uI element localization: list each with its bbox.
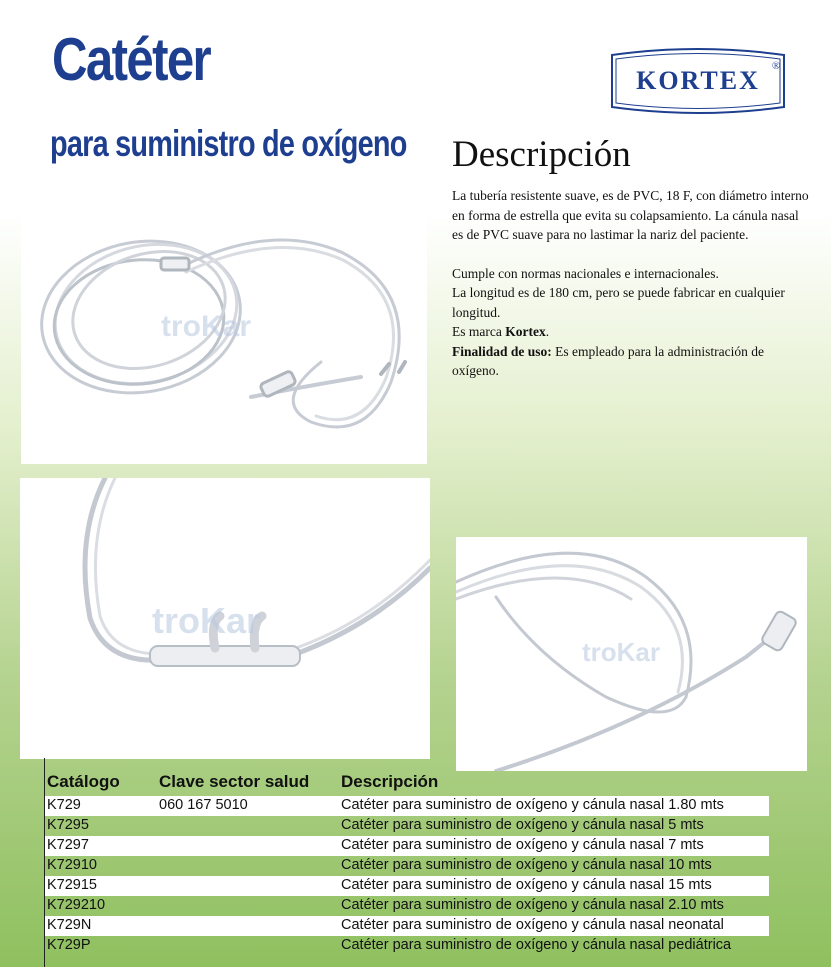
cell-catalogo: K729	[47, 797, 81, 813]
description-heading: Descripción	[452, 134, 631, 175]
header-catalogo: Catálogo	[47, 772, 120, 791]
header-clave: Clave sector salud	[159, 772, 310, 791]
table-row	[45, 796, 769, 816]
page-title: Catéter	[52, 26, 211, 93]
cell-descripcion: Catéter para suministro de oxígeno y cánula nasal neonatal	[341, 917, 724, 933]
brand-name: Kortex	[505, 324, 546, 339]
cell-catalogo: K72910	[47, 857, 97, 873]
cell-catalogo: K72915	[47, 877, 97, 893]
cell-descripcion: Catéter para suministro de oxígeno y cánula nasal 15 mts	[341, 877, 712, 893]
cell-descripcion: Catéter para suministro de oxígeno y cánula nasal 1.80 mts	[341, 797, 724, 813]
cell-descripcion: Catéter para suministro de oxígeno y cánula nasal 5 mts	[341, 817, 704, 833]
table-row	[45, 856, 769, 876]
cell-catalogo: K7295	[47, 817, 89, 833]
product-photo-nasal-cannula	[20, 478, 430, 759]
cell-descripcion: Catéter para suministro de oxígeno y cánula nasal 2.10 mts	[341, 897, 724, 913]
brand-text: KORTEX	[636, 66, 760, 95]
table-row	[45, 896, 769, 916]
cell-catalogo: K729P	[47, 937, 91, 953]
description-p4: Es marca Kortex.	[452, 324, 550, 339]
registered-mark: ®	[771, 60, 781, 72]
cell-descripcion: Catéter para suministro de oxígeno y cánula nasal 7 mts	[341, 837, 704, 853]
table-row	[45, 916, 769, 936]
watermark: troKar	[152, 600, 261, 641]
table-row	[45, 816, 769, 836]
kortex-logo	[606, 47, 790, 115]
cell-descripcion: Catéter para suministro de oxígeno y cánula nasal 10 mts	[341, 857, 712, 873]
description-body	[452, 186, 812, 381]
cell-descripcion: Catéter para suministro de oxígeno y cánula nasal pediátrica	[341, 937, 732, 953]
page-subtitle: para suministro de oxígeno	[50, 123, 407, 164]
cell-clave: 060 167 5010	[159, 797, 248, 813]
table-row	[45, 836, 769, 856]
product-photo-coiled-tubing	[21, 182, 427, 464]
purpose-label: Finalidad de uso:	[452, 343, 552, 359]
description-p3: La longitud es de 180 cm, pero se puede fabricar en cualquier longitud.	[452, 285, 785, 320]
product-photo-tubing-connector	[456, 537, 807, 771]
table-header	[45, 770, 769, 796]
cell-catalogo: K7297	[47, 837, 89, 853]
cell-catalogo: K729210	[47, 897, 106, 913]
header-descripcion: Descripción	[341, 772, 439, 791]
description-p5: Finalidad de uso: Es empleado para la administración de oxígeno.	[452, 343, 764, 378]
cell-catalogo: K729N	[47, 917, 92, 933]
watermark: troKar	[161, 310, 252, 343]
description-p1: La tubería resistente suave, es de PVC, 18 F, con diámetro interno en forma de estrella que evita su colapsamiento. La cánula nasal es de PVC suave para no lastimar la nariz del paciente.	[452, 188, 809, 242]
table-row	[45, 876, 769, 896]
description-p2: Cumple con normas nacionales e internacionales.	[452, 265, 719, 281]
catalog-table	[45, 770, 769, 956]
watermark: troKar	[582, 637, 661, 667]
table-row	[45, 936, 769, 956]
